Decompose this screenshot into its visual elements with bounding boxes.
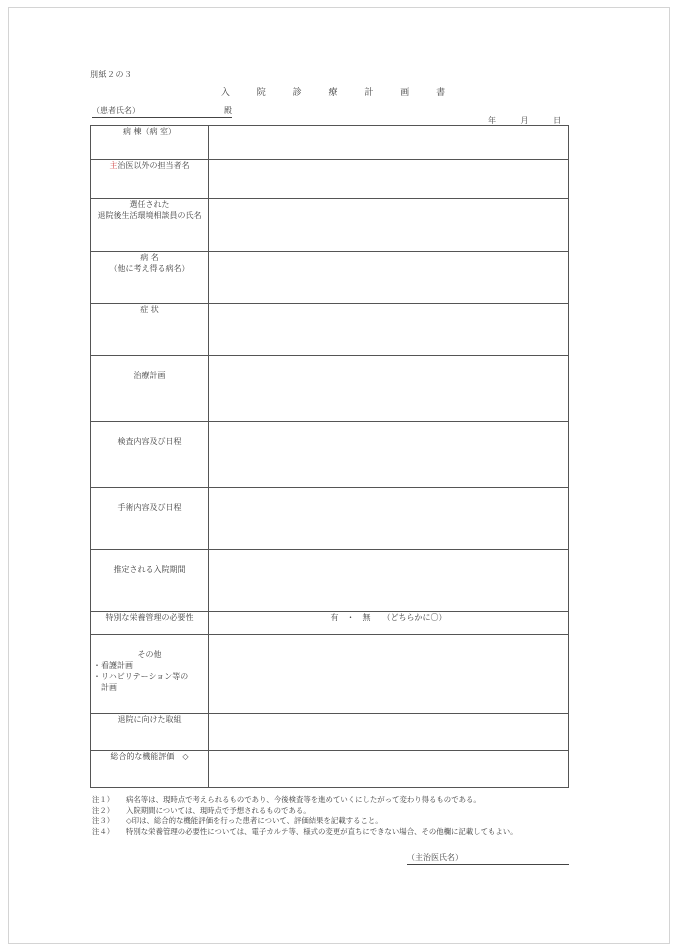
surgery-field[interactable] [209, 488, 569, 550]
patient-honorific: 殿 [224, 106, 232, 115]
period-field[interactable] [209, 550, 569, 612]
note-number: 注１） [92, 795, 115, 804]
date-month: 月 [520, 116, 529, 125]
treatment-label: 治療計画 [91, 356, 209, 422]
note-text: 病名等は、現時点で考えられるものであり、今後検査等を進めていくにしたがって変わり得るものである。 [126, 795, 481, 804]
discharge-counselor-line1: 選任された [129, 200, 170, 209]
other-label [91, 635, 209, 714]
functional-eval-field[interactable] [209, 751, 569, 788]
disease-line1: 病 名 [140, 253, 159, 262]
note-item [92, 795, 518, 806]
exams-label: 検査内容及び日程 [91, 422, 209, 488]
notes-section [92, 795, 518, 837]
note-number: 注３） [92, 816, 115, 825]
note-text: ◇印は、総合的な機能評価を行った患者について、評価結果を記載すること。 [126, 816, 383, 825]
note-number: 注２） [92, 805, 115, 815]
patient-name-line [92, 105, 232, 118]
note-text: 入院期間については、現時点で予想されるものである。 [126, 805, 311, 815]
period-label: 推定される入院期間 [91, 550, 209, 612]
staff-label-prefix: 主 [109, 161, 118, 170]
ward-field[interactable] [209, 126, 569, 160]
functional-eval-label: 総合的な機能評価 ◇ [110, 752, 189, 761]
note-item [92, 827, 518, 838]
other-title: その他 [137, 650, 162, 659]
exams-field[interactable] [209, 422, 569, 488]
symptoms-label: 症 状 [140, 305, 159, 314]
disease-label [91, 252, 208, 274]
nutrition-choice[interactable]: 有 ・ 無 （どちらかに〇） [330, 613, 447, 622]
note-item [92, 816, 518, 827]
discharge-counselor-line2: 退院後生活環境相談員の氏名 [97, 211, 202, 220]
staff-label [91, 160, 208, 171]
ward-label: 病 棟（病 室） [122, 127, 177, 136]
note-text: 特別な栄養管理の必要性については、電子カルテ等、様式の変更が直ちにできない場合、その他欄に記載してもよい。 [126, 826, 518, 836]
other-field[interactable] [209, 635, 569, 714]
patient-name-label: （患者氏名） [92, 106, 140, 115]
symptoms-field[interactable] [209, 304, 569, 356]
discharge-plan-label: 退院に向けた取組 [117, 715, 182, 724]
disease-field[interactable] [209, 252, 569, 304]
date-year: 年 [488, 116, 496, 125]
note-item [92, 806, 518, 817]
staff-field[interactable] [209, 160, 569, 199]
document-title: 入 院 診 療 計 画 書 [220, 88, 458, 98]
form-reference: 別紙２の３ [90, 70, 133, 79]
disease-line2: （他に考え得る病名） [109, 264, 190, 273]
other-item-plan: 計画 [93, 683, 117, 692]
surgery-label: 手術内容及び日程 [91, 488, 209, 550]
attending-doctor-line[interactable] [407, 852, 569, 865]
date-day: 日 [553, 116, 562, 125]
other-item-rehab: ・リハビリテーション等の [93, 672, 189, 681]
discharge-counselor-label [91, 199, 208, 221]
plan-table [90, 125, 569, 788]
discharge-counselor-field[interactable] [209, 199, 569, 252]
attending-doctor-label: （主治医氏名） [407, 853, 463, 862]
other-item-nursing: ・看護計画 [93, 661, 133, 670]
note-number: 注４） [92, 826, 115, 836]
staff-label-rest: 治医以外の担当者名 [117, 161, 190, 170]
nutrition-label: 特別な栄養管理の必要性 [105, 613, 194, 622]
discharge-plan-field[interactable] [209, 714, 569, 751]
treatment-field[interactable] [209, 356, 569, 422]
